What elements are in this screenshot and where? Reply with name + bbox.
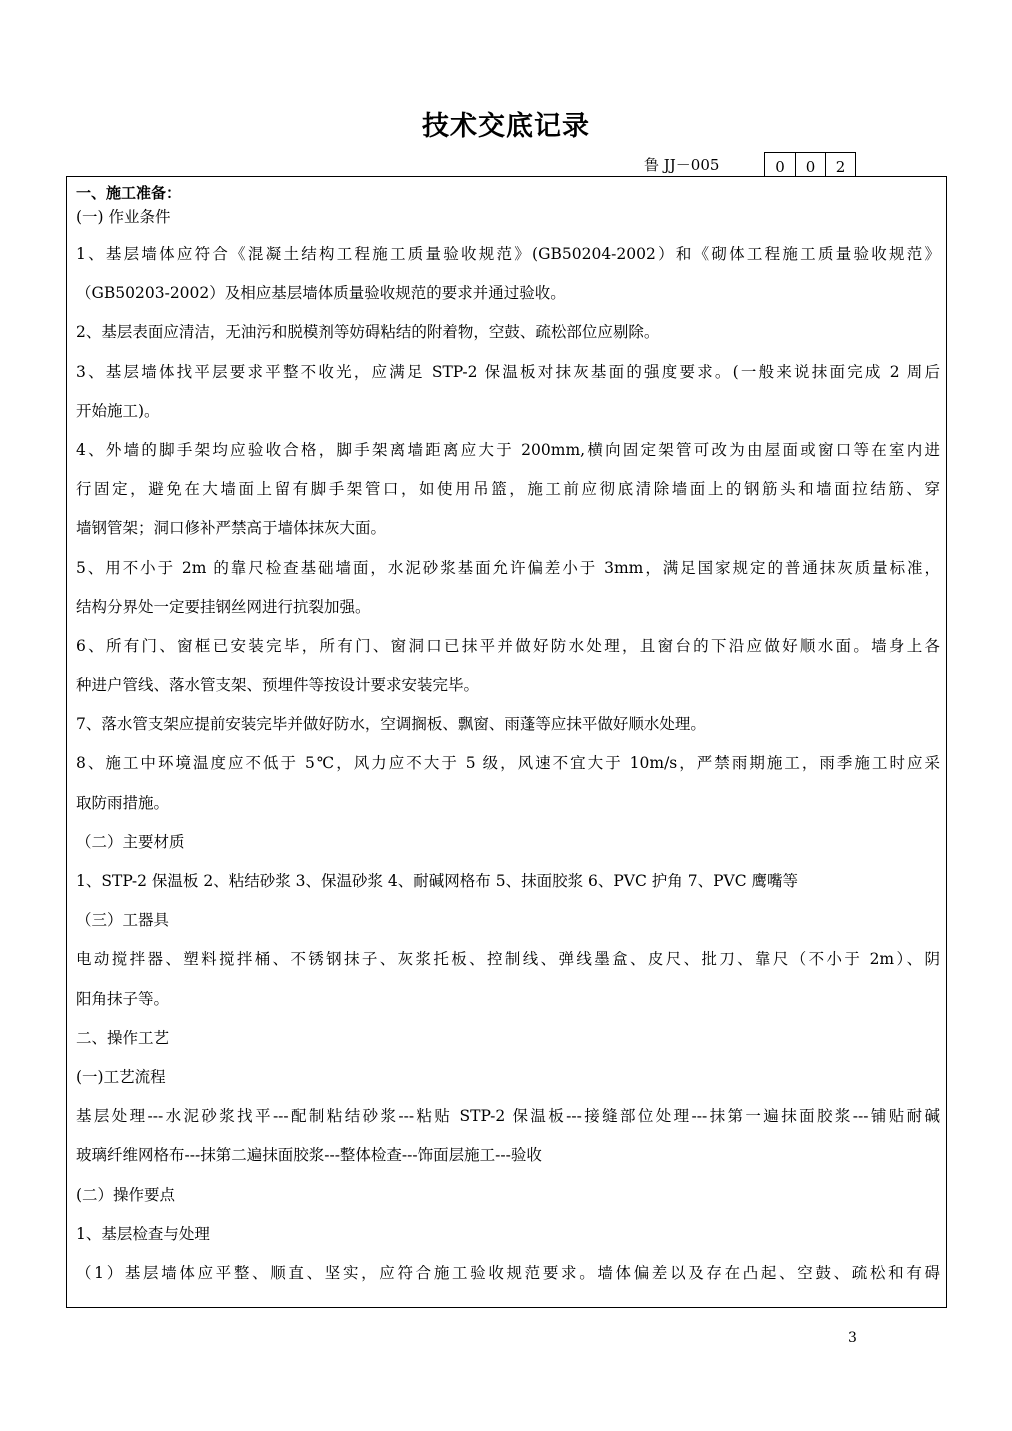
text-line: （GB50203-2002）及相应基层墙体质量验收规范的要求并通过验收。 <box>76 284 566 303</box>
text-line: （1）基层墙体应平整、顺直、坚实，应符合施工验收规范要求。墙体偏差以及存在凸起、空鼓、疏松和有碍 <box>76 1263 940 1282</box>
text-line: 1、基层检查与处理 <box>76 1224 210 1243</box>
record-number-digit-3: 2 <box>825 153 855 177</box>
page-number: 3 <box>848 1330 857 1346</box>
section-heading-preparation: 一、施工准备： <box>76 184 182 202</box>
subsection-heading-flow: (一)工艺流程 <box>76 1067 166 1086</box>
subsection-heading-key-points: (二）操作要点 <box>76 1185 176 1204</box>
record-number-boxes <box>764 152 856 177</box>
text-line: 6、所有门、窗框已安装完毕，所有门、窗洞口已抹平并做好防水处理，且窗台的下沿应做好顺水面。墙身上各 <box>76 636 940 655</box>
text-line: 结构分界处一定要挂钢丝网进行抗裂加强。 <box>76 597 371 616</box>
text-line: 7、落水管支架应提前安装完毕并做好防水，空调搁板、飘窗、雨蓬等应抹平做好顺水处理。 <box>76 715 706 734</box>
text-line: 取防雨措施。 <box>76 793 170 812</box>
record-number-digit-1: 0 <box>775 158 785 176</box>
text-line: 阳角抹子等。 <box>76 989 170 1008</box>
content-body <box>76 182 940 1301</box>
section-heading-process: 二、操作工艺 <box>76 1028 170 1047</box>
text-line: 电动搅拌器、塑料搅拌桶、不锈钢抹子、灰浆托板、控制线、弹线墨盒、皮尺、批刀、靠尺（不小于 2m）、阴 <box>76 950 940 969</box>
text-line: 8、施工中环境温度应不低于 5℃，风力应不大于 5 级，风速不宜大于 10m/s，严禁雨期施工，雨季施工时应采 <box>76 754 940 773</box>
text-line: 开始施工)。 <box>76 401 160 420</box>
text-line: 5、用不小于 2m 的靠尺检查基础墙面，水泥砂浆基面允许偏差小于 3mm，满足国家规定的普通抹灰质量标准， <box>76 558 940 577</box>
text-line: 玻璃纤维网格布---抹第二遍抹面胶浆---整体检查---饰面层施工---验收 <box>76 1146 542 1165</box>
text-line: 行固定，避免在大墙面上留有脚手架管口，如使用吊篮，施工前应彻底清除墙面上的钢筋头和墙面拉结筋、穿 <box>76 480 940 499</box>
subsection-heading-tools: （三）工器具 <box>76 911 170 930</box>
document-title: 技术交底记录 <box>422 111 590 142</box>
record-number-digit-2: 0 <box>795 153 825 177</box>
text-line: 2、基层表面应清洁，无油污和脱模剂等妨碍粘结的附着物，空鼓、疏松部位应剔除。 <box>76 323 660 342</box>
document-code: 鲁 JJ－005 <box>644 156 720 174</box>
text-line: 3、基层墙体找平层要求平整不收光，应满足 STP-2 保温板对抹灰基面的强度要求。(一般来说抹面完成 2 周后 <box>76 362 940 381</box>
text-line: 4、外墙的脚手架均应验收合格，脚手架离墙距离应大于 200mm,横向固定架管可改为由屋面或窗口等在室内进 <box>76 440 940 459</box>
text-line: 1、STP-2 保温板 2、粘结砂浆 3、保温砂浆 4、耐碱网格布 5、抹面胶浆 6、PVC 护角 7、PVC 鹰嘴等 <box>76 872 798 890</box>
text-line: 墙钢管架；洞口修补严禁高于墙体抹灰大面。 <box>76 519 387 538</box>
subsection-heading-materials: （二）主要材质 <box>76 832 185 851</box>
text-line: 种进户管线、落水管支架、预埋件等按设计要求安装完毕。 <box>76 676 480 695</box>
text-line: 1、基层墙体应符合《混凝土结构工程施工质量验收规范》(GB50204-2002）和《砌体工程施工质量验收规范》 <box>76 245 940 263</box>
text-line: 基层处理---水泥砂浆找平---配制粘结砂浆---粘贴 STP-2 保温板---接缝部位处理---抹第一遍抹面胶浆---铺贴耐碱 <box>76 1107 940 1126</box>
subsection-heading-conditions: (一) 作业条件 <box>76 208 171 226</box>
